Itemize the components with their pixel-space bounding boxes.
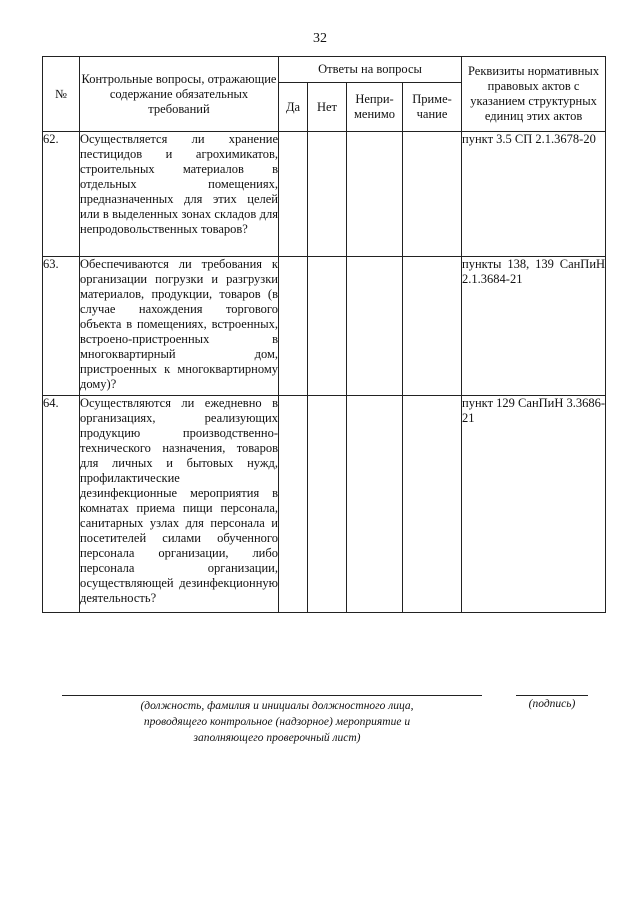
header-number: №	[43, 57, 80, 132]
row-number: 64.	[43, 396, 80, 613]
row-requisite: пункт 3.5 СП 2.1.3678-20	[462, 132, 606, 257]
header-yes: Да	[279, 83, 308, 132]
signature-line	[516, 695, 588, 696]
position-signature-line	[62, 695, 482, 696]
header-answers: Ответы на вопросы	[279, 57, 462, 83]
answer-not-applicable-cell[interactable]	[347, 132, 403, 257]
answer-no-cell[interactable]	[308, 132, 347, 257]
answer-not-applicable-cell[interactable]	[347, 257, 403, 396]
answer-yes-cell[interactable]	[279, 396, 308, 613]
row-requisite: пункт 129 СанПиН 3.3686-21	[462, 396, 606, 613]
row-requisite: пункты 138, 139 СанПиН 2.1.3684-21	[462, 257, 606, 396]
answer-yes-cell[interactable]	[279, 132, 308, 257]
checklist-table	[42, 56, 606, 613]
row-number: 63.	[43, 257, 80, 396]
position-caption: (должность, фамилия и инициалы должностного лица, проводящего контрольное (надзорное) мероприятие и заполняющего проверочный лист)	[140, 700, 414, 744]
answer-no-cell[interactable]	[308, 257, 347, 396]
header-requisites: Реквизиты нормативных правовых актов с указанием структурных единиц этих актов	[462, 57, 606, 132]
header-note: Приме-чание	[403, 83, 462, 132]
row-question: Осуществляются ли ежедневно в организациях, реализующих продукцию производственно-технического назначения, товаров для личных и бытовых нужд, профилактические дезинфекционные мероприятия в комнатах приема пищи персонала, санитарных узлах для персонала и посетителей силами обученного персонала организации, либо персонала организации, осуществляющей дезинфекционную деятельность?	[80, 396, 279, 613]
row-question: Осуществляется ли хранение пестицидов и агрохимикатов, строительных материалов в отдельных помещениях, предназначенных для этих целей или в выделенных зонах складов для непродовольственных товаров?	[80, 132, 279, 257]
header-not-applicable: Непри-менимо	[347, 83, 403, 132]
table-row	[43, 396, 606, 613]
answer-note-cell[interactable]	[403, 396, 462, 613]
row-question: Обеспечиваются ли требования к организации погрузки и разгрузки материалов, продукции, товаров (в случае нахождения торгового объекта в помещениях, встроенных, встроено-пристроенных в многоквартирный дом, пристроенных к многоквартирному дому)?	[80, 257, 279, 396]
row-number: 62.	[43, 132, 80, 257]
answer-no-cell[interactable]	[308, 396, 347, 613]
header-no: Нет	[308, 83, 347, 132]
answer-not-applicable-cell[interactable]	[347, 396, 403, 613]
answer-note-cell[interactable]	[403, 257, 462, 396]
answer-yes-cell[interactable]	[279, 257, 308, 396]
signature-caption: (подпись)	[528, 698, 576, 710]
page-number: 32	[313, 31, 327, 46]
answer-note-cell[interactable]	[403, 132, 462, 257]
header-questions: Контрольные вопросы, отражающие содержание обязательных требований	[80, 57, 279, 132]
table-row	[43, 257, 606, 396]
table-row	[43, 132, 606, 257]
